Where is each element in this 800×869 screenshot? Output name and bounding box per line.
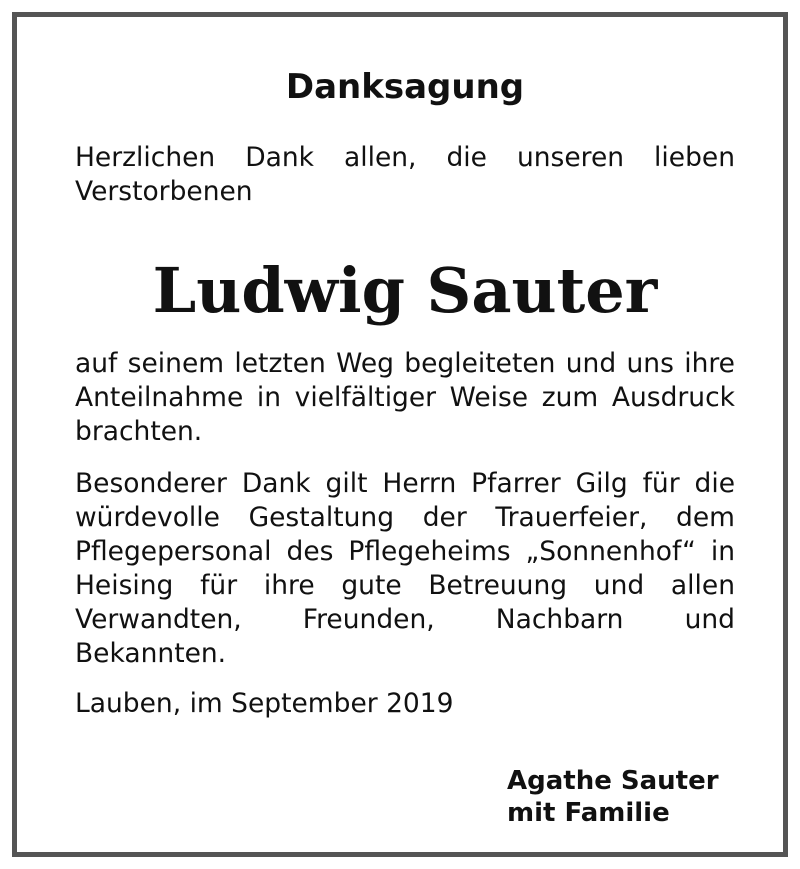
place-date: Lauben, im September 2019	[75, 688, 454, 719]
deceased-name: Ludwig Sauter	[152, 254, 658, 327]
signature-block	[507, 765, 719, 829]
signature-line-2: mit Familie	[507, 798, 670, 828]
intro-text: Herzlichen Dank allen, die unseren lieben Verstorbenen	[75, 142, 735, 207]
thanks-paragraph-2: Besonderer Dank gilt Herrn Pfarrer Gilg für die würdevolle Gestaltung der Trauerfeier, dem Pflegepersonal des Pflegeheims „Sonnenhof“ in Heising für ihre gute Betreuung und allen Verwandten, Freunden, Nachbarn und Bekannten.	[75, 468, 735, 669]
notice-frame	[12, 12, 788, 857]
notice-heading: Danksagung	[285, 67, 525, 107]
signature-line-1: Agathe Sauter	[507, 766, 719, 796]
thanks-paragraph-1: auf seinem letzten Weg begleiteten und uns ihre Anteilnahme in vielfältiger Weise zum Ausdruck brachten.	[75, 348, 735, 447]
